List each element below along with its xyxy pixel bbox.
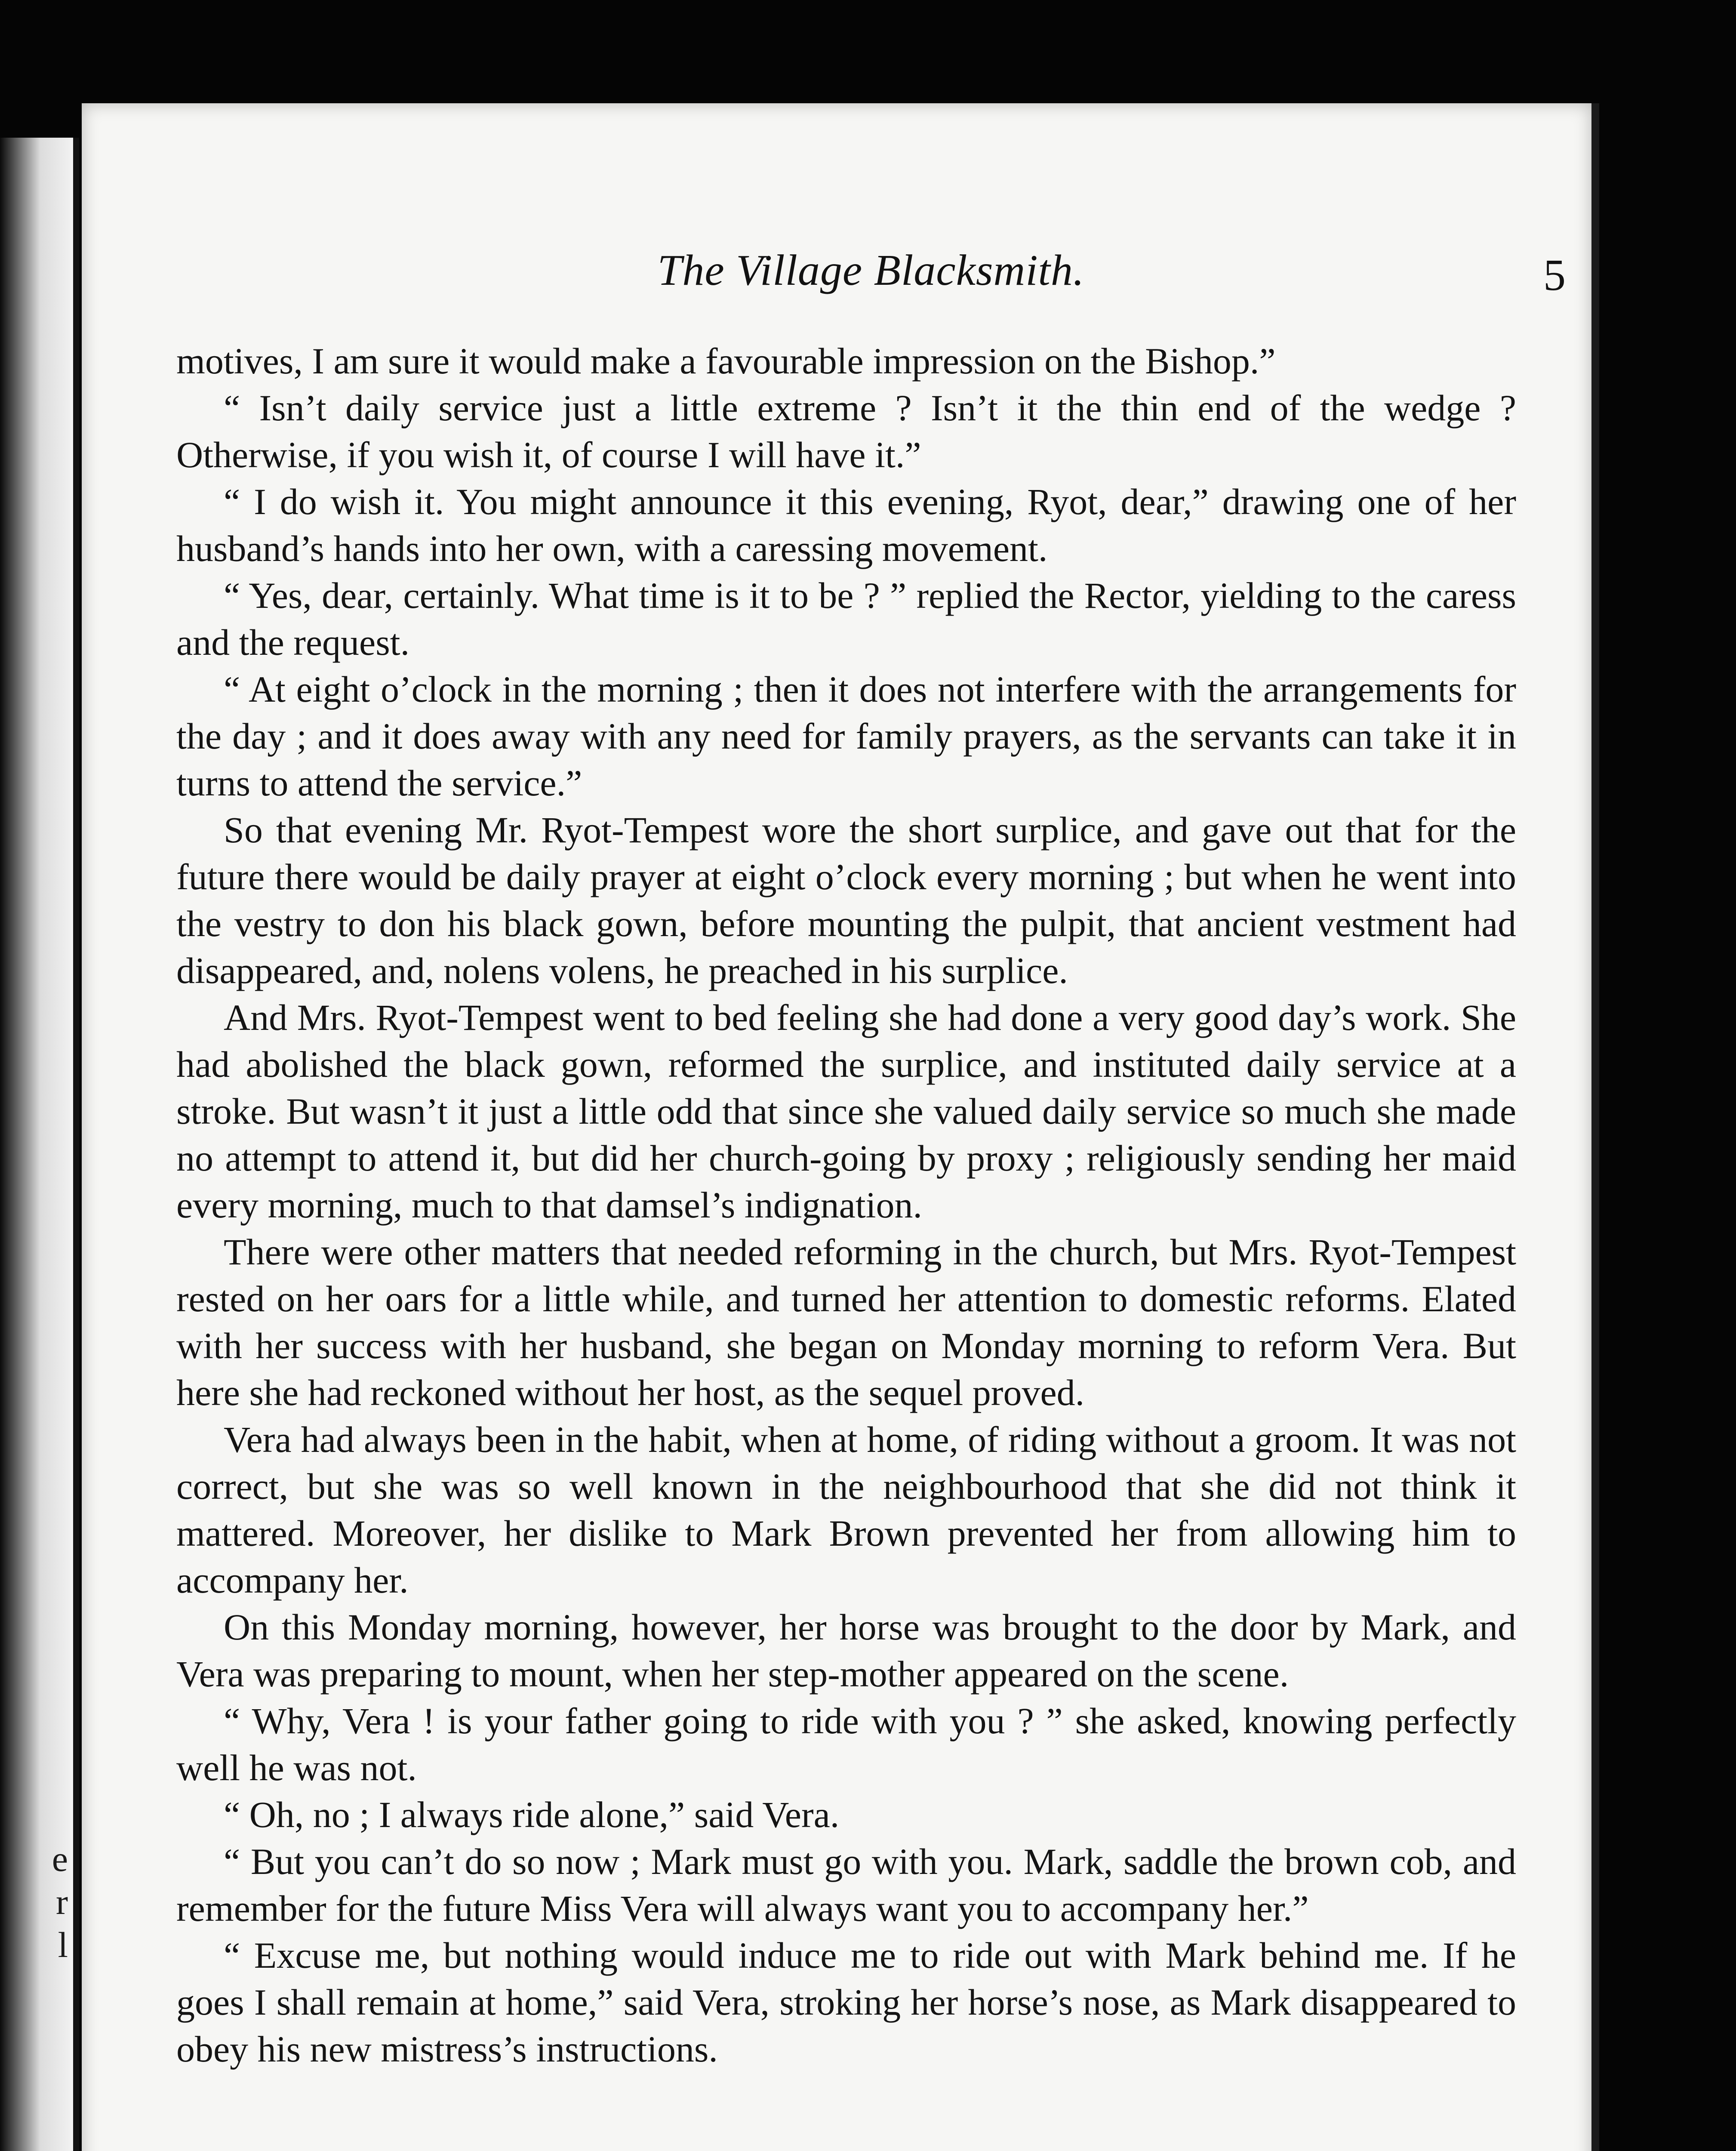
paragraph: “ Isn’t daily service just a little extreme ? Isn’t it the thin end of the wedge ? Otherwise, if you wish it, of course I will have it.” [176,387,1516,475]
paragraph: There were other matters that needed reforming in the church, but Mrs. Ryot-Tempest rested on her oars for a little while, and turned her attention to domestic reforms. Elated with her success with her husband, she began on Monday morning to reform Vera. But here she had reckoned without her host, as the sequel proved. [176,1231,1516,1413]
paragraph: “ Excuse me, but nothing would induce me to ride out with Mark behind me. If he goes I shall remain at home,” said Vera, stroking her horse’s nose, as Mark disappeared to obey his new mistress’s instructions. [176,1935,1516,2070]
paragraph: “ Yes, dear, certainly. What time is it to be ? ” replied the Rector, yielding to the caress and the request. [176,575,1516,663]
body-text [176,338,1516,2073]
book-page [82,103,1599,2151]
paragraph: On this Monday morning, however, her horse was brought to the door by Mark, and Vera was preparing to mount, when her step-mother appeared on the scene. [176,1606,1516,1695]
paragraph: “ But you can’t do so now ; Mark must go with you. Mark, saddle the brown cob, and remember for the future Miss Vera will always want you to accompany her.” [176,1841,1516,1929]
prev-page-letter: r [56,1882,68,1922]
paragraph: Vera had always been in the habit, when at home, of riding without a groom. It was not correct, but she was so well known in the neighbourhood that she did not think it mattered. Moreover, her dislike to Mark Brown prevented her from allowing him to accompany her. [176,1419,1516,1601]
prev-page-letter: l [58,1925,68,1965]
paragraph: motives, I am sure it would make a favourable impression on the Bishop.” [176,340,1276,382]
paragraph: And Mrs. Ryot-Tempest went to bed feeling she had done a very good day’s work. She had abolished the black gown, reformed the surplice, and instituted daily service at a stroke. But wasn’t it just a little odd that since she valued daily service so much she made no attempt to attend it, but did her church-going by proxy ; religiously sending her maid every morning, much to that damsel’s indignation. [176,997,1516,1226]
running-title: The Village Blacksmith. [657,246,1085,295]
paragraph: “ Why, Vera ! is your father going to ride with you ? ” she asked, knowing perfectly well he was not. [176,1700,1516,1788]
previous-page-edge [0,138,79,2151]
paragraph: So that evening Mr. Ryot-Tempest wore the short surplice, and gave out that for the future there would be daily prayer at eight o’clock every morning ; but when he went into the vestry to don his black gown, before mounting the pulpit, that ancient vestment had disappeared, and, nolens volens, he preached in his surplice. [176,809,1516,991]
prev-page-letter: e [52,1839,68,1879]
running-head [176,245,1566,301]
paragraph: “ I do wish it. You might announce it this evening, Ryot, dear,” drawing one of her husband’s hands into her own, with a caressing movement. [176,481,1516,569]
paragraph: “ Oh, no ; I always ride alone,” said Vera. [224,1794,840,1835]
page-number: 5 [1543,250,1566,300]
paragraph: “ At eight o’clock in the morning ; then it does not interfere with the arrangements for the day ; and it does away with any need for family prayers, as the servants can take it in turns to attend the service.” [176,669,1516,804]
